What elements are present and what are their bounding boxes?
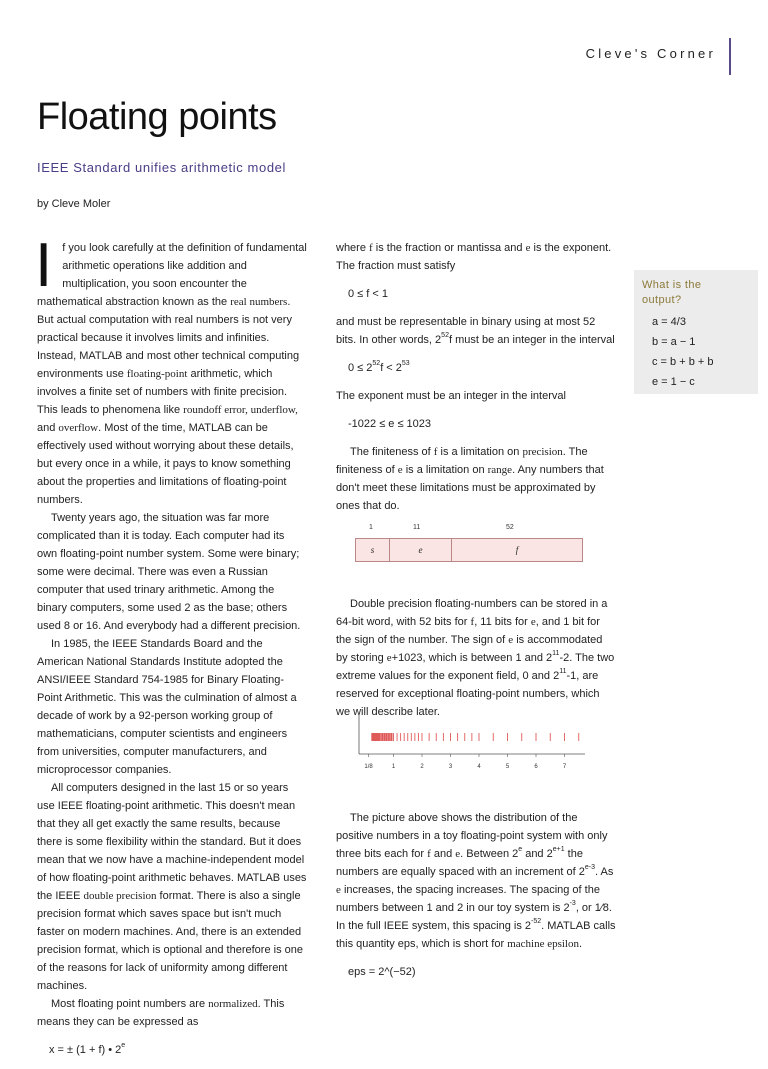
equation-2-52: $0 \le 2^{52}f < 2^{53}$ [348,360,410,374]
bit-field-sign: s [356,539,390,561]
paragraph-normalized: Most floating point numbers are normalized. This means they can be expressed as [37,998,285,1028]
header-rule [729,38,731,75]
numberline-tick-label: 6 [534,764,538,770]
bit-field-exponent: e [390,539,452,561]
column-right [336,239,616,991]
paragraph-intro: If you look carefully at the definition of fundamental arithmetic operations like addition and multiplication, you soon encounter the mathematical abstraction known as the real numbers. But actual computation with real numbers is not very practical because it involves limits and infinities. Instead, MATLAB and most other technical computing environments use floating-point arithmetic, which involves a finite set of numbers with finite precision. This leads to phenomena like roundoff error, underflow, and overflow. Most of the time, MATLAB can be effectively used without worrying about these details, but every once in a while, it pays to know something about the properties and limitations of floating-point numbers. [35,231,307,506]
bit-label-sign: 1 [369,524,373,531]
numberline-tick-label: 4 [477,764,481,770]
equation-eps: eps = 2^(−52) [348,966,416,978]
sidebar-code-line: e = 1 − c [652,376,695,388]
numberline-tick-label: 1/8 [364,764,373,770]
section-header: Cleve's Corner [585,46,716,61]
numberline-tick-label: 3 [448,764,453,770]
sidebar-code-line: a = 4/3 [652,316,686,328]
byline: by Cleve Moler [37,198,111,210]
paragraph-binary: and must be representable in binary using at most 52 bits. In other words, $2^{52}f$ must be an integer in the interval [336,316,615,346]
numberline-tick-label: 7 [562,764,567,770]
paragraph-standard: In 1985, the IEEE Standards Board and the American National Standards Institute adopted the ANSI/IEEE Standard 754-1985 for Binary Floating-Point Arithmetic. This was the culmination of almost a decade of work by a 92-person working group of mathematicians, computer scientists and engineers from universities, computer manufacturers, and microprocessor companies. [37,638,297,776]
sidebar-code-line: c = b + b + b [652,356,714,368]
sidebar-title-1: What is the [642,279,702,291]
paragraph-ieee: All computers designed in the last 15 or so years use IEEE floating-point arithmetic. This doesn't mean that they all get exactly the same results, because there is some flexibility within the standard. But it does mean that we now have a machine-independent model of how floating-point arithmetic behaves. MATLAB uses the IEEE double precision format. There is also a single precision format which saves space but isn't much faster on modern machines. And, there is an extended precision format, which is optional and therefore is one of the reasons for lack of uniformity among different machines. [37,782,307,992]
sidebar-code-line: b = a − 1 [652,336,696,348]
equation-f-range: 0 ≤ f < 1 [348,288,388,300]
paragraph-fraction: where f is the fraction or mantissa and e is the exponent. The fraction must satisfy [336,242,612,272]
paragraph-history: Twenty years ago, the situation was far more complicated than it is today. Each computer had its own floating-point number system. Some were binary; some were decimal. There was even a Russian computer that used trinary arithmetic. Among the binary computers, some used 2 as the base; others used 8 or 16. And everybody had a different precision. [37,512,301,632]
equation-x: x = ± (1 + f) • 2e [49,1042,126,1056]
article-subtitle: IEEE Standard unifies arithmetic model [37,160,286,175]
paragraph-toy-system: The picture above shows the distribution of the positive numbers in a toy floating-point system with only three bits each for f and e. Between 2e and $2^{e+1}$ the numbers are equally spaced with an increment of 2$^{e-3}$. As e increases, the spacing increases. The spacing of the numbers between 1 and 2 in our toy system is $2^{-3}$, or 1⁄8. In the full IEEE system, this spacing is $2^{-52}$. MATLAB calls this quantity eps, which is short for machine epsilon. [336,812,616,950]
bit-label-exponent: 11 [413,524,421,531]
article-title: Floating points [37,96,277,138]
bit-label-fraction: 52 [506,524,514,531]
column-left [35,231,307,1069]
paragraph-finiteness: The finiteness of f is a limitation on precision. The finiteness of e is a limitation on range. Any numbers that don't meet these limitations must be approximated by ones that do. [336,446,604,512]
numberline-tick-label: 5 [505,764,510,770]
bit-field-fraction: f [515,545,519,555]
paragraph-exponent: The exponent must be an integer in the interval [336,390,566,402]
paragraph-double: Double precision floating-numbers can be stored in a 64-bit word, with 52 bits for f, 11 bits for e, and 1 bit for the sign of the number. The sign of e is accommodated by storing e+1023, which is between 1 and $2^{11}-2$. The two extreme values for the exponent field, 0 and $2^{11}-1$, are reserved for exceptional floating-point numbers, which we will describe later. [336,598,615,718]
drop-cap: I [35,231,53,300]
numberline-tick-label: 1 [391,764,396,770]
sidebar-title-2: output? [642,294,682,306]
numberline-figure [357,712,587,774]
equation-e-range: -1022 ≤ e ≤ 1023 [348,418,432,430]
bitfield-figure [355,524,583,562]
numberline-tick-label: 2 [420,764,424,770]
sidebar-quiz [634,270,758,394]
